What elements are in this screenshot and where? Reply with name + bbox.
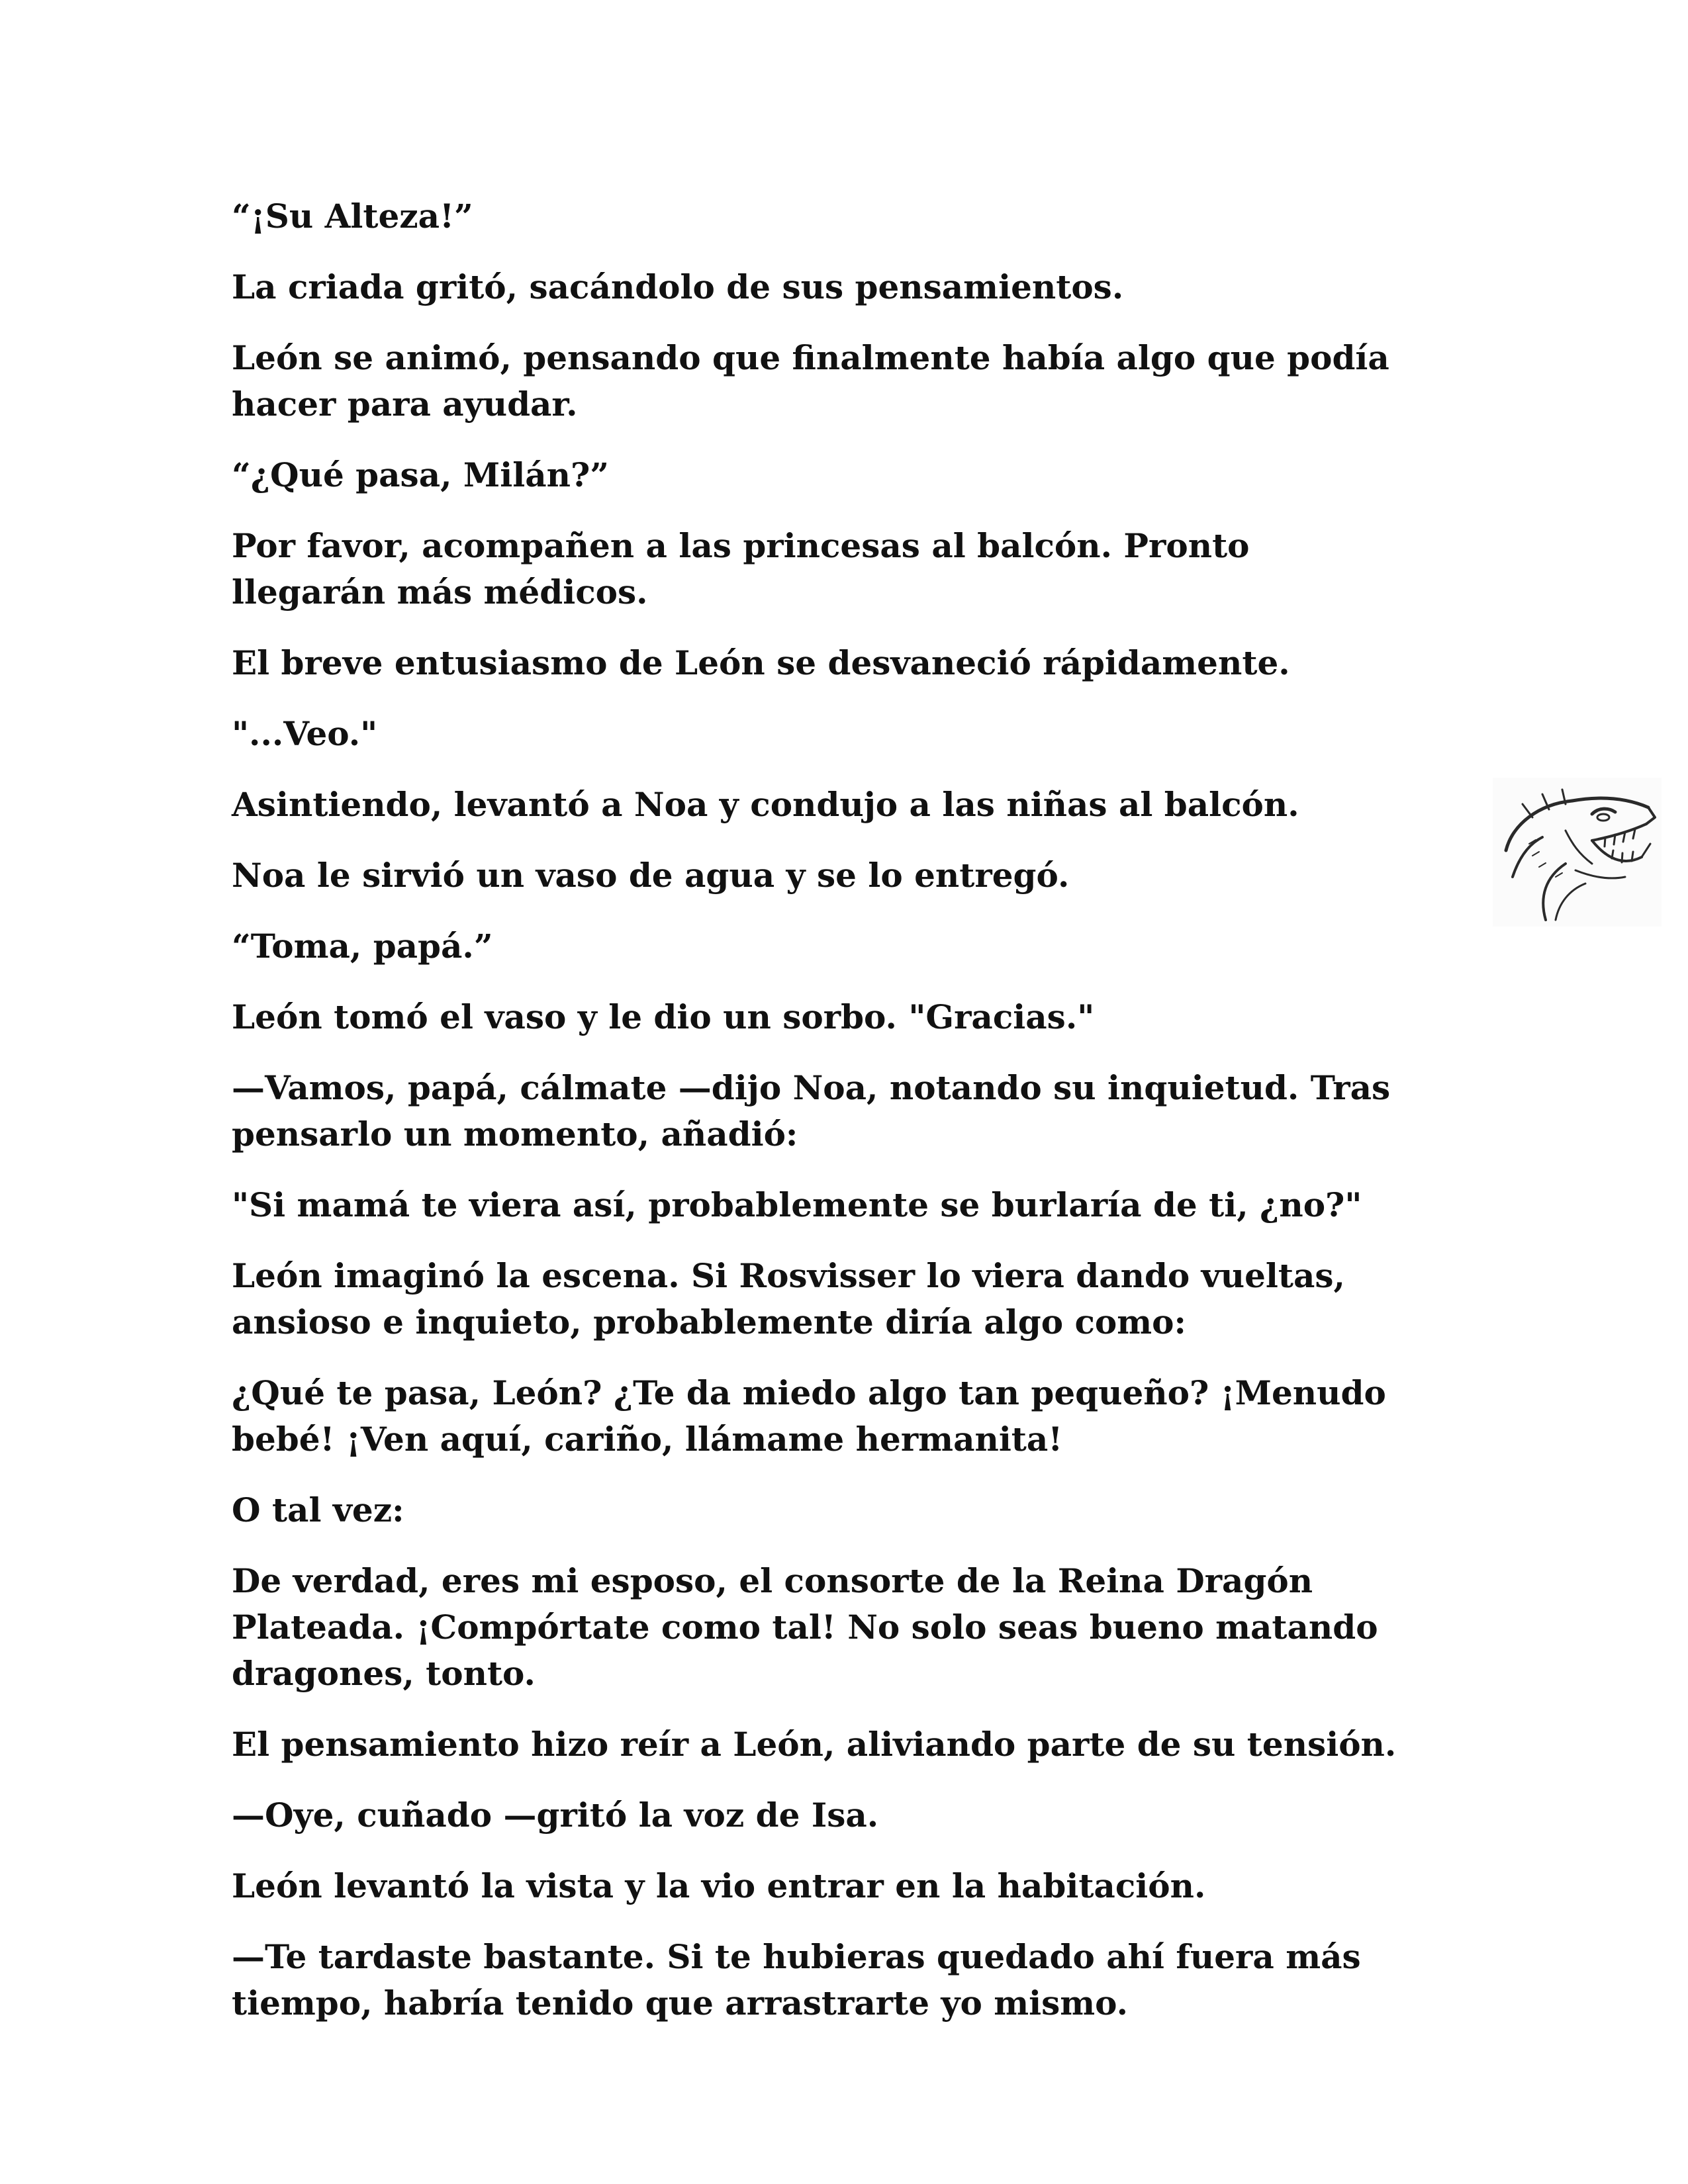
paragraph: —Vamos, papá, cálmate —dijo Noa, notando su inquietud. Tras pensarlo un momento, añadió: xyxy=(232,1068,1391,1154)
paragraph: León tomó el vaso y le dio un sorbo. "Gracias." xyxy=(232,997,1095,1036)
story-text xyxy=(232,193,1476,2051)
paragraph: —Oye, cuñado —gritó la voz de Isa. xyxy=(232,1796,879,1835)
paragraph: León imaginó la escena. Si Rosvisser lo viera dando vueltas, ansioso e inquieto, probablemente diría algo como: xyxy=(232,1256,1345,1342)
paragraph: De verdad, eres mi esposo, el consorte de la Reina Dragón Plateada. ¡Compórtate como tal! No solo seas bueno matando dragones, tonto. xyxy=(232,1561,1378,1693)
paragraph: "...Veo." xyxy=(232,714,378,753)
paragraph: La criada gritó, sacándolo de sus pensamientos. xyxy=(232,267,1124,306)
dragon-head-icon xyxy=(1493,778,1662,927)
paragraph: —Te tardaste bastante. Si te hubieras quedado ahí fuera más tiempo, habría tenido que arrastrarte yo mismo. xyxy=(232,1937,1361,2023)
paragraph: O tal vez: xyxy=(232,1490,404,1529)
paragraph: “Toma, papá.” xyxy=(232,927,493,966)
paragraph: El pensamiento hizo reír a León, aliviando parte de su tensión. xyxy=(232,1725,1397,1764)
paragraph: “¿Qué pasa, Milán?” xyxy=(232,455,610,494)
paragraph: "Si mamá te viera así, probablemente se burlaría de ti, ¿no?" xyxy=(232,1185,1362,1224)
paragraph: Noa le sirvió un vaso de agua y se lo entregó. xyxy=(232,856,1070,895)
paragraph: Por favor, acompañen a las princesas al balcón. Pronto llegarán más médicos. xyxy=(232,526,1250,612)
paragraph: El breve entusiasmo de León se desvaneció rápidamente. xyxy=(232,643,1290,682)
paragraph: “¡Su Alteza!” xyxy=(232,197,473,236)
paragraph: León se animó, pensando que finalmente había algo que podía hacer para ayudar. xyxy=(232,338,1389,424)
paragraph: León levantó la vista y la vio entrar en la habitación. xyxy=(232,1866,1206,1905)
paragraph: Asintiendo, levantó a Noa y condujo a las niñas al balcón. xyxy=(232,785,1299,824)
paragraph: ¿Qué te pasa, León? ¿Te da miedo algo tan pequeño? ¡Menudo bebé! ¡Ven aquí, cariño, llámame hermanita! xyxy=(232,1373,1386,1459)
